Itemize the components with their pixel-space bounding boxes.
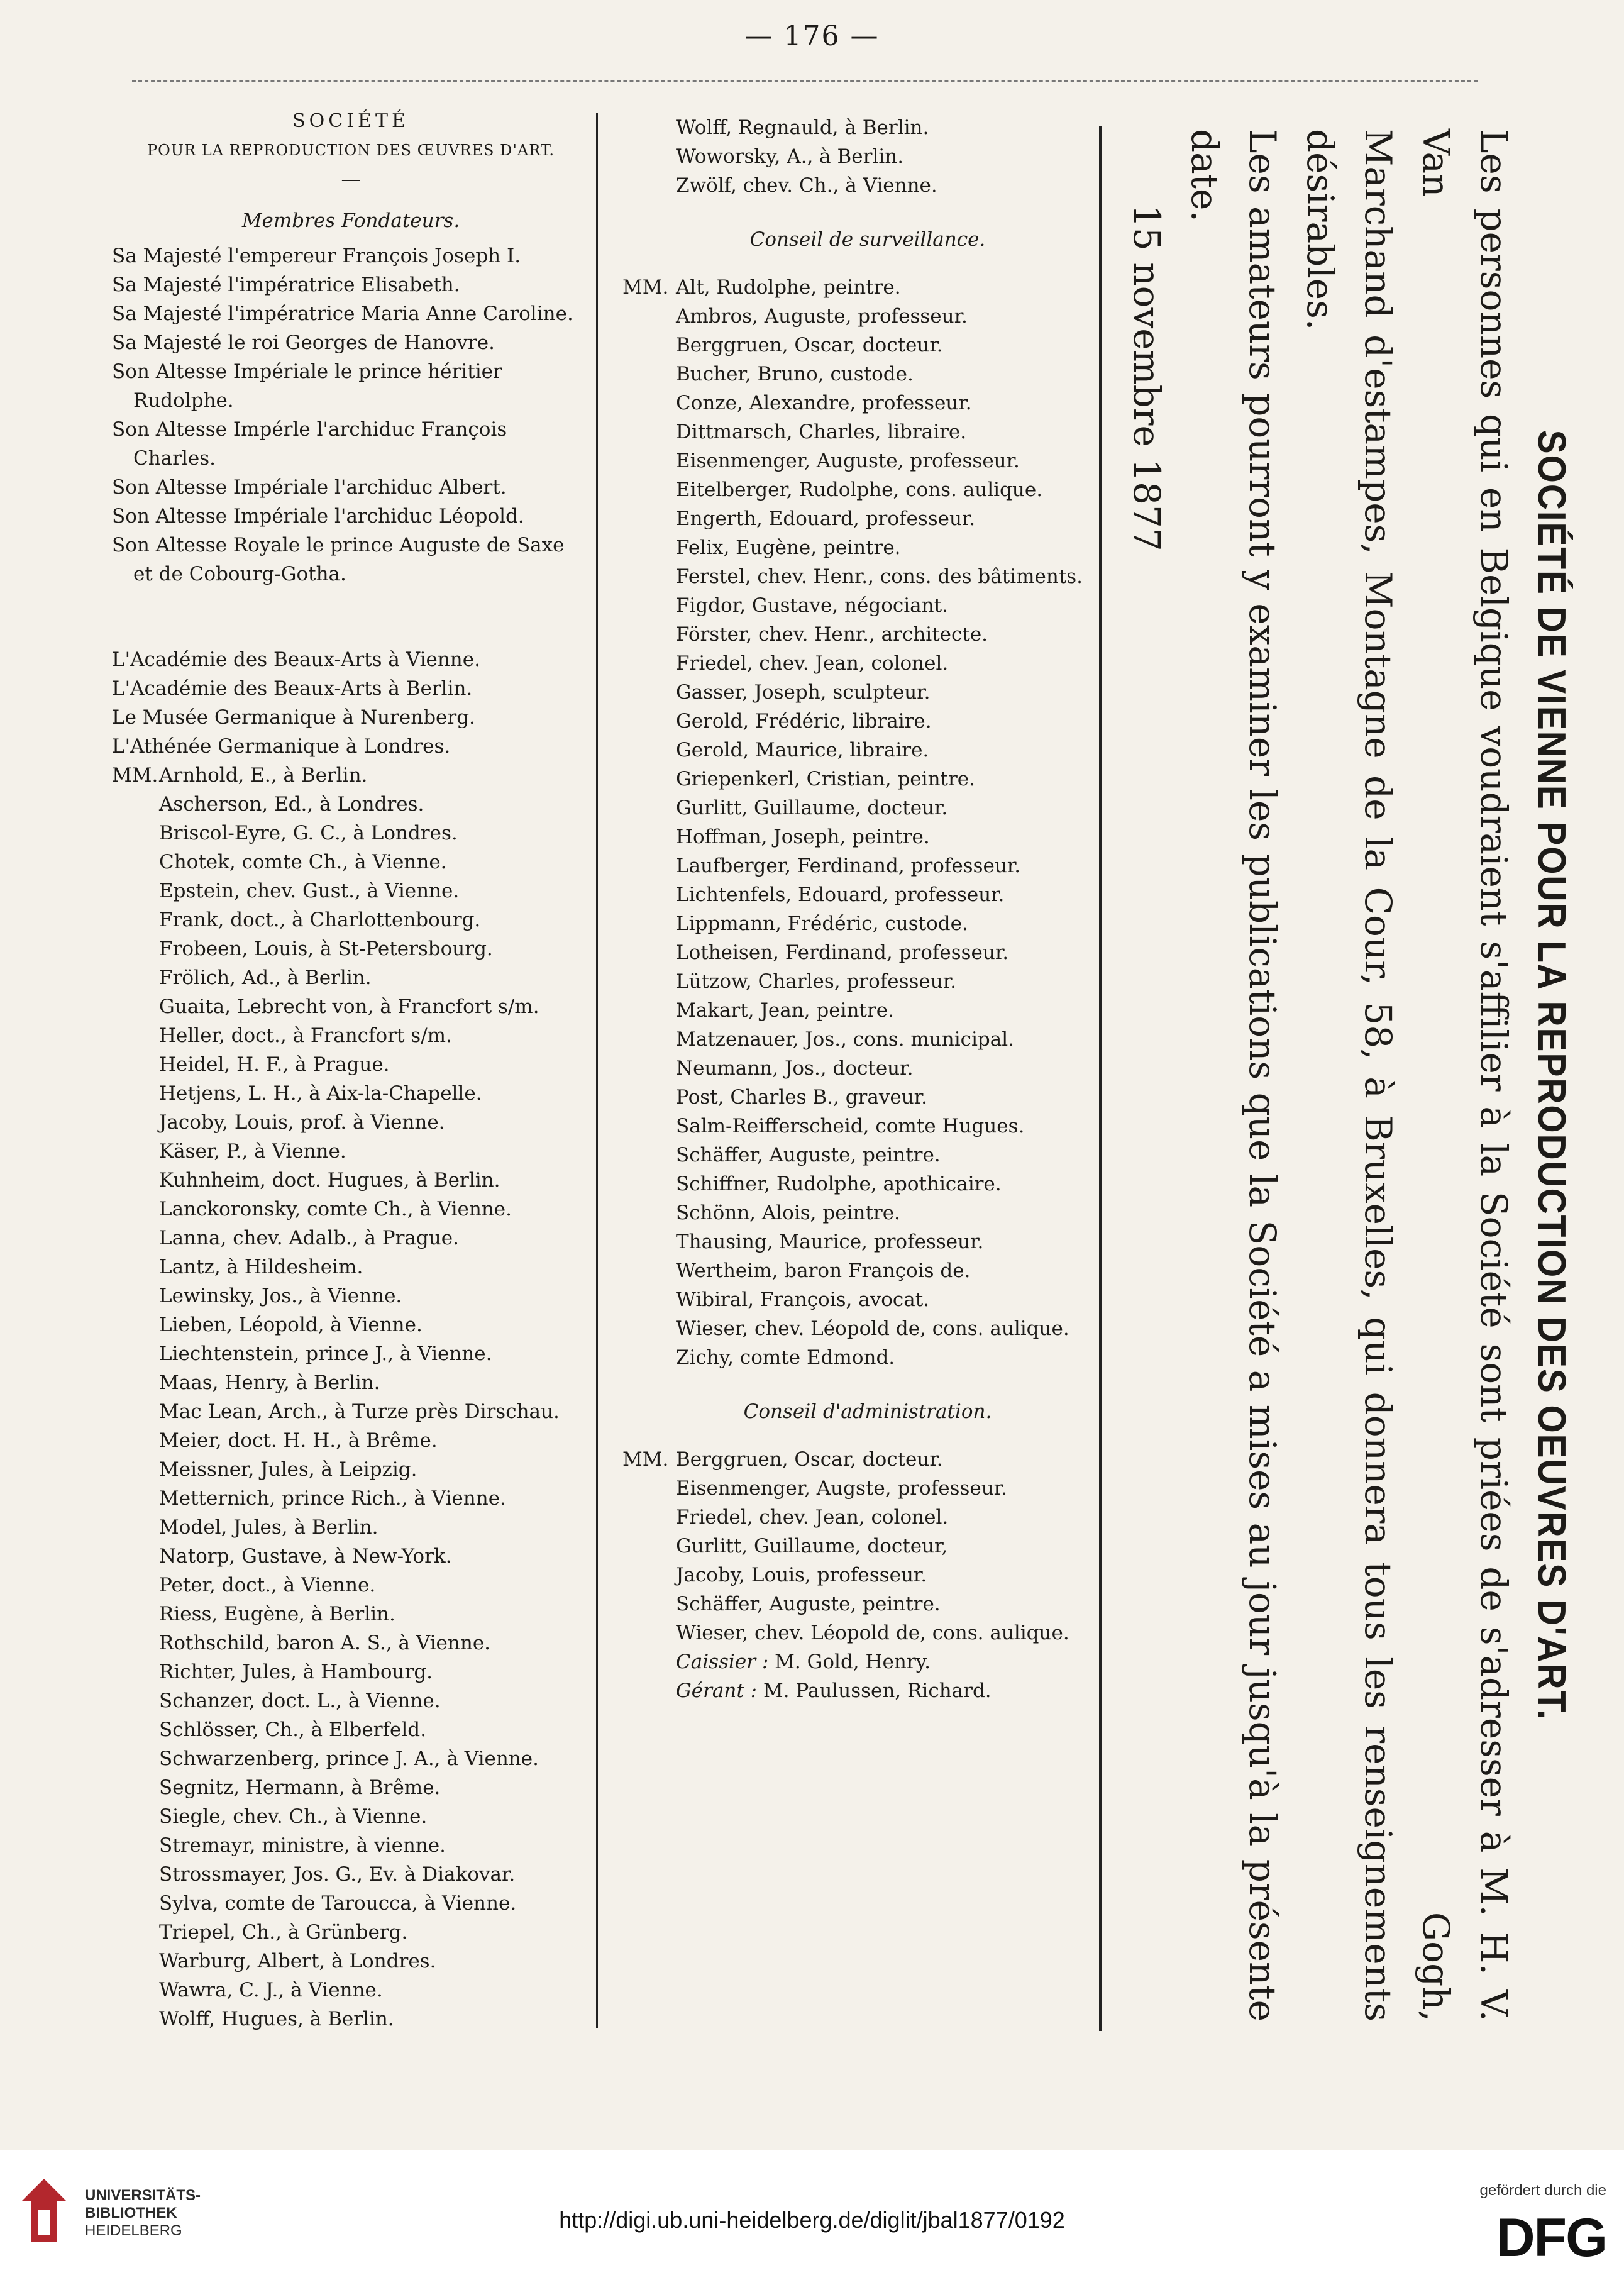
member-entry-text: Lanckoronsky, comte Ch., à Vienne.: [159, 1198, 512, 1220]
member-entry-text: Sylva, comte de Taroucca, à Vienne.: [159, 1892, 517, 1915]
member-entry: [112, 963, 590, 992]
notice-panel: [1119, 110, 1584, 2040]
member-entry: [112, 1368, 590, 1397]
surveillance-entry: [622, 794, 1113, 822]
surveillance-entry-text: Schäffer, Auguste, peintre.: [676, 1144, 941, 1166]
administration-entry-text: Friedel, chev. Jean, colonel.: [676, 1506, 949, 1529]
member-entry: [112, 1310, 590, 1339]
member-entry: [112, 1744, 590, 1773]
surveillance-entry-text: Lippmann, Frédéric, custode.: [676, 912, 968, 935]
surveillance-entry: [622, 851, 1113, 880]
surveillance-entry: [622, 967, 1113, 996]
member-entry-text: Lieben, Léopold, à Vienne.: [159, 1314, 423, 1336]
member-entry-text: Heller, doct., à Francfort s/m.: [159, 1024, 452, 1047]
member-entry: [112, 1484, 590, 1513]
member-entry-text: Käser, P., à Vienne.: [159, 1140, 346, 1163]
surveillance-entry: [622, 822, 1113, 851]
administration-entry: [622, 1445, 1113, 1474]
member-entry: [112, 1918, 590, 1947]
surveillance-entry-text: Schiffner, Rudolphe, apothicaire.: [676, 1173, 1002, 1195]
surveillance-entry-text: Berggruen, Oscar, docteur.: [676, 334, 943, 357]
founder-entry-text: Son Altesse Impérle l'archiduc François Charles.: [112, 418, 507, 470]
funding-note: gefördert durch die: [1479, 2182, 1606, 2199]
surveillance-entry: [622, 1227, 1113, 1256]
surveillance-entry: [622, 533, 1113, 562]
surveillance-entry: [622, 504, 1113, 533]
member-entry: [112, 1281, 590, 1310]
member-entry: [112, 819, 590, 848]
notice-title: SOCIÉTÉ DE VIENNE POUR LA REPRODUCTION DES OEUVRES D'ART.: [1530, 429, 1573, 1721]
surveillance-entry-text: Wibiral, François, avocat.: [676, 1288, 930, 1311]
member-entry-text: Segnitz, Hermann, à Brême.: [159, 1776, 441, 1799]
surveillance-entry: [622, 1112, 1113, 1141]
notice-line-2: Marchand d'estampes, Montagne de la Cour, 58, à Bruxelles, qui donnera tous les renseignements désirables.: [1299, 129, 1400, 2022]
surveillance-entry-text: Bucher, Bruno, custode.: [676, 363, 914, 385]
member-entry-text: Natorp, Gustave, à New-York.: [159, 1545, 452, 1568]
member-entry: [112, 1889, 590, 1918]
source-url-link[interactable]: http://digi.ub.uni-heidelberg.de/diglit/jbal1877/0192: [559, 2207, 1065, 2233]
founder-entry-text: Sa Majesté l'impératrice Maria Anne Caroline.: [112, 302, 573, 325]
member-entry: [112, 1339, 590, 1368]
institution-entry: [112, 732, 590, 761]
surveillance-entry-text: Gasser, Joseph, sculpteur.: [676, 681, 931, 704]
member-entry: [112, 1773, 590, 1802]
surveillance-entry: [622, 1314, 1113, 1343]
institution-entry-text: Le Musée Germanique à Nurenberg.: [112, 706, 475, 729]
member-entry-text: Chotek, comte Ch., à Vienne.: [159, 851, 447, 873]
surveillance-entry-text: Alt, Rudolphe, peintre.: [676, 276, 901, 299]
separator-dash: —: [341, 168, 361, 191]
surveillance-entry-text: Förster, chev. Henr., architecte.: [676, 623, 988, 646]
founder-entry-text: Son Altesse Impériale le prince héritier Rudolphe.: [112, 360, 502, 412]
member-entry: [112, 1860, 590, 1889]
member-entry-text: Zwölf, chev. Ch., à Vienne.: [676, 174, 937, 197]
member-entry: [112, 2005, 590, 2034]
surveillance-entry-text: Gerold, Maurice, libraire.: [676, 739, 929, 761]
surveillance-entry: [622, 1025, 1113, 1054]
surveillance-entry: [622, 996, 1113, 1025]
administration-entry: [622, 1561, 1113, 1590]
member-entry-text: Schanzer, doct. L., à Vienne.: [159, 1690, 441, 1712]
member-entry: [112, 1947, 590, 1976]
surveillance-heading: Conseil de surveillance.: [749, 228, 986, 251]
members-list: [112, 761, 590, 2034]
surveillance-entry-text: Lotheisen, Ferdinand, professeur.: [676, 941, 1009, 964]
administration-entry-text: Jacoby, Louis, professeur.: [676, 1564, 927, 1586]
notice-date: 15 novembre 1877: [1125, 204, 1168, 551]
surveillance-entry-text: Griepenkerl, Cristian, peintre.: [676, 768, 976, 790]
surveillance-entry: [622, 938, 1113, 967]
member-entry-text: Meier, doct. H. H., à Brême.: [159, 1429, 438, 1452]
notice-line-3: Les amateurs pourront y examiner les publications que la Société a mises au jour jusqu'à la présente date.: [1183, 129, 1284, 2022]
surveillance-entry: [622, 736, 1113, 765]
member-entry-text: Schlösser, Ch., à Elberfeld.: [159, 1718, 426, 1741]
surveillance-entry-text: Matzenauer, Jos., cons. municipal.: [676, 1028, 1015, 1051]
member-entry-text: Heidel, H. F., à Prague.: [159, 1053, 390, 1076]
member-entry: [112, 1455, 590, 1484]
institutions-list: [112, 645, 590, 761]
surveillance-entry: [622, 360, 1113, 389]
society-subtitle: POUR LA REPRODUCTION DES ŒUVRES D'ART.: [146, 141, 555, 159]
administration-heading: Conseil d'administration.: [743, 1400, 992, 1423]
founders-heading: Membres Fondateurs.: [241, 209, 460, 232]
surveillance-entry-text: Zichy, comte Edmond.: [676, 1346, 895, 1369]
member-entry-text: Epstein, chev. Gust., à Vienne.: [159, 880, 460, 902]
surveillance-entry-text: Gurlitt, Guillaume, docteur.: [676, 797, 948, 819]
member-entry: [676, 142, 1113, 171]
member-entry: [112, 934, 590, 963]
surveillance-entry-text: Friedel, chev. Jean, colonel.: [676, 652, 949, 675]
surveillance-entry-text: Engerth, Edouard, professeur.: [676, 507, 976, 530]
member-entry-text: Hetjens, L. H., à Aix-la-Chapelle.: [159, 1082, 482, 1105]
dfg-logo: DFG: [1496, 2208, 1606, 2268]
founder-entry: [112, 502, 590, 531]
institution-entry: [112, 674, 590, 703]
member-entry-text: Woworsky, A., à Berlin.: [676, 145, 904, 168]
member-entry-text: Peter, doct., à Vienne.: [159, 1574, 376, 1597]
manager-line: [622, 1676, 1113, 1705]
member-entry: [112, 1166, 590, 1195]
member-entry: [112, 1629, 590, 1657]
member-entry-text: Frölich, Ad., à Berlin.: [159, 966, 372, 989]
treasurer-name: M. Gold, Henry.: [775, 1651, 931, 1673]
member-entry: [112, 1802, 590, 1831]
member-entry-text: Schwarzenberg, prince J. A., à Vienne.: [159, 1747, 539, 1770]
surveillance-entry-text: Eisenmenger, Auguste, professeur.: [676, 450, 1020, 472]
founder-entry: [112, 531, 590, 589]
member-entry: [112, 1397, 590, 1426]
member-entry-text: Wolff, Regnauld, à Berlin.: [676, 116, 929, 139]
surveillance-entry: [622, 1083, 1113, 1112]
library-name-line-3: HEIDELBERG: [85, 2222, 182, 2239]
member-entry-text: Arnhold, E., à Berlin.: [159, 764, 368, 787]
surveillance-list: [622, 273, 1113, 1372]
surveillance-entry-text: Wertheim, baron François de.: [676, 1259, 971, 1282]
mm-prefix: MM.: [622, 276, 669, 299]
founder-entry: [112, 299, 590, 328]
founders-list: [112, 241, 590, 589]
surveillance-entry: [622, 1170, 1113, 1198]
administration-entry: [622, 1619, 1113, 1647]
founder-entry-text: Sa Majesté l'impératrice Elisabeth.: [112, 274, 460, 296]
institution-entry-text: L'Académie des Beaux-Arts à Vienne.: [112, 648, 480, 671]
surveillance-entry-text: Felix, Eugène, peintre.: [676, 536, 901, 559]
surveillance-entry-text: Conze, Alexandre, professeur.: [676, 392, 972, 414]
surveillance-entry-text: Laufberger, Ferdinand, professeur.: [676, 855, 1021, 877]
treasurer-label: Caissier :: [676, 1651, 769, 1673]
manager-name: M. Paulussen, Richard.: [763, 1680, 992, 1702]
surveillance-entry-text: Makart, Jean, peintre.: [676, 999, 894, 1022]
member-entry: [112, 1195, 590, 1224]
member-entry-text: Meissner, Jules, à Leipzig.: [159, 1458, 417, 1481]
footer-bar: [0, 2150, 1624, 2280]
founder-entry: [112, 270, 590, 299]
administration-entry-text: Wieser, chev. Léopold de, cons. aulique.: [676, 1622, 1069, 1644]
surveillance-entry-text: Ferstel, chev. Henr., cons. des bâtiments.: [676, 565, 1083, 588]
surveillance-entry-text: Figdor, Gustave, négociant.: [676, 594, 948, 617]
founder-entry: [112, 241, 590, 270]
administration-entry-text: Eisenmenger, Augste, professeur.: [676, 1477, 1007, 1500]
member-entry: [112, 1686, 590, 1715]
member-entry-text: Lewinsky, Jos., à Vienne.: [159, 1285, 402, 1307]
institution-entry-text: L'Athénée Germanique à Londres.: [112, 735, 451, 758]
founder-entry-text: Son Altesse Impériale l'archiduc Léopold.: [112, 505, 524, 528]
library-name-line-1: UNIVERSITÄTS-: [85, 2187, 201, 2204]
founder-entry-text: Son Altesse Impériale l'archiduc Albert.: [112, 476, 507, 499]
member-entry: [112, 1715, 590, 1744]
surveillance-entry: [622, 562, 1113, 591]
surveillance-entry: [622, 273, 1113, 302]
member-entry: [112, 905, 590, 934]
surveillance-entry: [622, 418, 1113, 446]
surveillance-entry: [622, 389, 1113, 418]
surveillance-entry: [622, 1198, 1113, 1227]
society-title: SOCIÉTÉ: [292, 110, 409, 132]
member-entry: [112, 992, 590, 1021]
surveillance-entry: [622, 909, 1113, 938]
member-entry-text: Ascherson, Ed., à Londres.: [159, 793, 424, 816]
surveillance-entry-text: Gerold, Frédéric, libraire.: [676, 710, 932, 733]
member-entry: [112, 1224, 590, 1253]
member-entry: [112, 1108, 590, 1137]
institution-entry: [112, 645, 590, 674]
column-councils: [622, 113, 1113, 1705]
member-entry: [112, 790, 590, 819]
administration-entry: [622, 1590, 1113, 1619]
surveillance-entry: [622, 1054, 1113, 1083]
member-entry-text: Jacoby, Louis, prof. à Vienne.: [159, 1111, 445, 1134]
member-entry-text: Mac Lean, Arch., à Turze près Dirschau.: [159, 1400, 560, 1423]
member-entry: [112, 1542, 590, 1571]
member-entry-text: Frobeen, Louis, à St-Petersbourg.: [159, 938, 493, 960]
member-entry-text: Model, Jules, à Berlin.: [159, 1516, 378, 1539]
treasurer-line: [622, 1647, 1113, 1676]
administration-entry-text: Gurlitt, Guillaume, docteur,: [676, 1535, 948, 1558]
member-entry-text: Lantz, à Hildesheim.: [159, 1256, 363, 1278]
surveillance-entry: [622, 302, 1113, 331]
surveillance-entry: [622, 1285, 1113, 1314]
surveillance-entry-text: Salm-Reifferscheid, comte Hugues.: [676, 1115, 1025, 1137]
administration-entry-text: Schäffer, Auguste, peintre.: [676, 1593, 941, 1615]
founder-entry-text: Sa Majesté le roi Georges de Hanovre.: [112, 331, 495, 354]
surveillance-entry: [622, 475, 1113, 504]
institution-entry: [112, 703, 590, 732]
member-entry-text: Liechtenstein, prince J., à Vienne.: [159, 1342, 492, 1365]
administration-list: [622, 1445, 1113, 1647]
surveillance-entry: [622, 649, 1113, 678]
surveillance-entry-text: Lützow, Charles, professeur.: [676, 970, 956, 993]
member-entry-text: Kuhnheim, doct. Hugues, à Berlin.: [159, 1169, 500, 1192]
founder-entry-text: Son Altesse Royale le prince Auguste de Saxe et de Cobourg-Gotha.: [112, 534, 565, 585]
member-entry-text: Wolff, Hugues, à Berlin.: [159, 2008, 394, 2030]
founder-entry: [112, 328, 590, 357]
member-entry-text: Triepel, Ch., à Grünberg.: [159, 1921, 408, 1944]
surveillance-entry: [622, 765, 1113, 794]
member-entry: [112, 1021, 590, 1050]
member-entry: [112, 1571, 590, 1600]
column-divider-left: [596, 113, 598, 2028]
notice-line-1: Les personnes qui en Belgique voudraient s'affilier à la Société sont priées de s'adresser à M. H. V. Van Gogh,: [1415, 129, 1515, 2022]
surveillance-entry: [622, 1343, 1113, 1372]
member-entry-text: Stremayr, ministre, à vienne.: [159, 1834, 446, 1857]
member-entry: [112, 761, 590, 790]
administration-entry: [622, 1503, 1113, 1532]
member-entry: [112, 1657, 590, 1686]
member-entry: [112, 1253, 590, 1281]
founder-entry: [112, 415, 590, 473]
member-entry-text: Siegle, chev. Ch., à Vienne.: [159, 1805, 428, 1828]
surveillance-entry: [622, 1141, 1113, 1170]
member-entry-text: Richter, Jules, à Hambourg.: [159, 1661, 433, 1683]
administration-entry: [622, 1532, 1113, 1561]
member-entry: [112, 1137, 590, 1166]
surveillance-entry-text: Dittmarsch, Charles, libraire.: [676, 421, 967, 443]
member-entry-text: Frank, doct., à Charlottenbourg.: [159, 909, 481, 931]
member-entry-text: Metternich, prince Rich., à Vienne.: [159, 1487, 506, 1510]
surveillance-entry: [622, 880, 1113, 909]
founder-entry: [112, 357, 590, 415]
surveillance-entry: [622, 331, 1113, 360]
column-divider-right: [1099, 126, 1102, 2031]
surveillance-entry-text: Lichtenfels, Edouard, professeur.: [676, 883, 1005, 906]
surveillance-entry-text: Schönn, Alois, peintre.: [676, 1202, 900, 1224]
institution-entry-text: L'Académie des Beaux-Arts à Berlin.: [112, 677, 473, 700]
member-entry-text: Wawra, C. J., à Vienne.: [159, 1979, 383, 2001]
member-entry: [112, 1831, 590, 1860]
members-list-continued: [622, 113, 1113, 200]
surveillance-entry-text: Thausing, Maurice, professeur.: [676, 1231, 984, 1253]
surveillance-entry-text: Ambros, Auguste, professeur.: [676, 305, 968, 328]
surveillance-entry-text: Wieser, chev. Léopold de, cons. aulique.: [676, 1317, 1069, 1340]
member-entry: [112, 848, 590, 877]
top-divider: [132, 80, 1478, 84]
member-entry: [112, 1050, 590, 1079]
member-entry-text: Maas, Henry, à Berlin.: [159, 1371, 380, 1394]
surveillance-entry: [622, 620, 1113, 649]
surveillance-entry-text: Eitelberger, Rudolphe, cons. aulique.: [676, 479, 1043, 501]
surveillance-entry: [622, 446, 1113, 475]
member-entry-text: Guaita, Lebrecht von, à Francfort s/m.: [159, 995, 539, 1018]
manager-label: Gérant :: [676, 1680, 758, 1702]
page-number: — 176 —: [744, 20, 880, 52]
column-founders: [112, 107, 590, 2034]
member-entry-text: Lanna, chev. Adalb., à Prague.: [159, 1227, 459, 1249]
member-entry-text: Riess, Eugène, à Berlin.: [159, 1603, 395, 1625]
founder-entry: [112, 473, 590, 502]
surveillance-entry: [622, 1256, 1113, 1285]
mm-prefix: MM.: [112, 764, 158, 787]
member-entry: [112, 1513, 590, 1542]
notice-rotated: [1119, 110, 1584, 2040]
member-entry: [112, 1600, 590, 1629]
surveillance-entry: [622, 678, 1113, 707]
surveillance-entry-text: Post, Charles B., graveur.: [676, 1086, 927, 1109]
mm-prefix: MM.: [622, 1448, 669, 1471]
member-entry-text: Warburg, Albert, à Londres.: [159, 1950, 436, 1973]
member-entry: [676, 113, 1113, 142]
member-entry: [112, 877, 590, 905]
member-entry-text: Strossmayer, Jos. G., Ev. à Diakovar.: [159, 1863, 516, 1886]
member-entry: [676, 171, 1113, 200]
member-entry: [112, 1426, 590, 1455]
member-entry: [112, 1079, 590, 1108]
library-name-line-2: BIBLIOTHEK: [85, 2205, 177, 2222]
surveillance-entry: [622, 707, 1113, 736]
member-entry-text: Rothschild, baron A. S., à Vienne.: [159, 1632, 491, 1654]
founder-entry-text: Sa Majesté l'empereur François Joseph I.: [112, 245, 521, 267]
administration-entry-text: Berggruen, Oscar, docteur.: [676, 1448, 943, 1471]
surveillance-entry: [622, 591, 1113, 620]
member-entry-text: Briscol-Eyre, G. C., à Londres.: [159, 822, 458, 844]
surveillance-entry-text: Hoffman, Joseph, peintre.: [676, 826, 930, 848]
member-entry: [112, 1976, 590, 2005]
administration-entry: [622, 1474, 1113, 1503]
surveillance-entry-text: Neumann, Jos., docteur.: [676, 1057, 914, 1080]
